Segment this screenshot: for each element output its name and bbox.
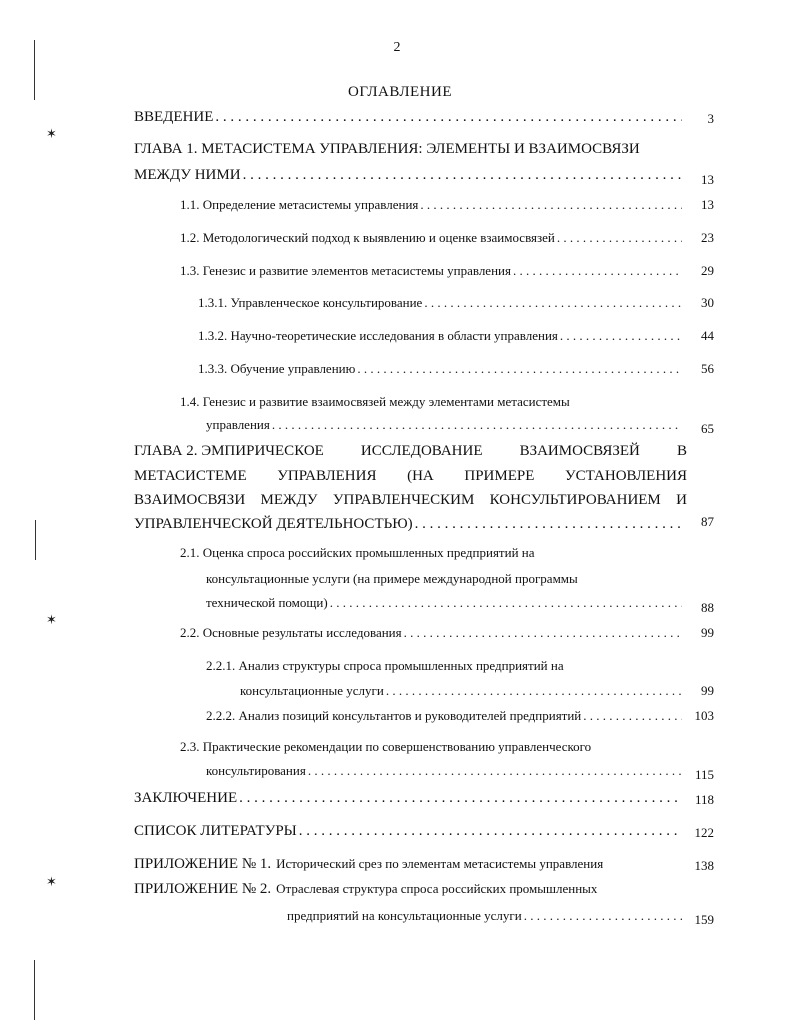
dot-leader: [357, 361, 682, 377]
toc-chapter-1-line-1: ГЛАВА 1. МЕТАСИСТЕМА УПРАВЛЕНИЯ: ЭЛЕМЕНТЫ И ВЗАИМОСВЯЗИ: [134, 141, 640, 157]
toc-chapter-2-line-3: ВЗАИМОСВЯЗИ МЕЖДУ УПРАВЛЕНЧЕСКИМ КОНСУЛЬТИРОВАНИЕМ И: [134, 492, 687, 508]
toc-section-2-1-line-2: консультационные услуги (на примере международной программы: [206, 571, 578, 586]
toc-section-2-2: 2.2. Основные результаты исследования . . .: [180, 625, 682, 641]
toc-section-1-2: 1.2. Методологический подход к выявлению и оценке взаимосвязей . . .: [180, 230, 682, 246]
toc-chapter-2-line-2: МЕТАСИСТЕМЕ УПРАВЛЕНИЯ (НА ПРИМЕРЕ УСТАНОВЛЕНИЯ: [134, 468, 687, 484]
toc-section-1-4-line-1: 1.4. Генезис и развитие взаимосвязей между элементами метасистемы: [180, 394, 570, 409]
toc-section-1-3-2: 1.3.2. Научно-теоретические исследования в области управления . . .: [198, 328, 682, 344]
toc-section-2-2-1-line-2: консультационные услуги . . .: [240, 683, 682, 699]
toc-page-number: 122: [694, 825, 714, 840]
dot-leader: [557, 230, 682, 246]
dot-leader: [308, 763, 682, 779]
dot-leader: [299, 823, 682, 840]
toc-page-number: 23: [701, 230, 714, 245]
dot-leader: [420, 197, 682, 213]
dot-leader: [404, 625, 682, 641]
toc-page-number: 30: [701, 295, 714, 310]
toc-page-number: 87: [701, 514, 714, 529]
toc-page-number: 65: [701, 421, 714, 436]
toc-page-number: 159: [694, 912, 714, 927]
dot-leader: [272, 417, 682, 433]
toc-page-number: 56: [701, 361, 714, 376]
scan-margin-line: [35, 520, 36, 560]
toc-page-number: 3: [707, 111, 714, 126]
scan-margin-line: [34, 960, 35, 1020]
dot-leader: [583, 708, 682, 724]
toc-entry-appendix-2: ПРИЛОЖЕНИЕ № 2. Отраслевая структура спроса российских промышленных: [134, 881, 598, 897]
toc-entry-references: СПИСОК ЛИТЕРАТУРЫ . . .: [134, 823, 682, 840]
toc-page-number: 138: [694, 858, 714, 873]
dot-leader: [415, 516, 682, 533]
toc-page-number: 44: [701, 328, 714, 343]
toc-entry-text: ВВЕДЕНИЕ: [134, 109, 214, 125]
toc-chapter-2-line-4: УПРАВЛЕНЧЕСКОЙ ДЕЯТЕЛЬНОСТЬЮ) . . .: [134, 516, 682, 533]
dot-leader: [524, 908, 682, 924]
toc-page-number: 103: [694, 708, 714, 723]
dot-leader: [243, 167, 682, 184]
toc-page-number: 99: [701, 625, 714, 640]
toc-page-number: 13: [701, 172, 714, 187]
toc-page-number: 88: [701, 600, 714, 615]
toc-page-number: 13: [701, 197, 714, 212]
scan-speck-icon: ✶: [46, 126, 57, 141]
dot-leader: [330, 595, 682, 611]
page-number: 2: [393, 40, 401, 55]
toc-page-number: 29: [701, 263, 714, 278]
toc-section-1-3: 1.3. Генезис и развитие элементов метасистемы управления . . .: [180, 263, 682, 279]
toc-section-1-4-line-2: управления . . .: [206, 417, 682, 433]
toc-entry-appendix-2-line-2: предприятий на консультационные услуги . . .: [287, 908, 682, 924]
toc-entry-intro: [134, 109, 682, 126]
toc-section-2-3-line-2: консультирования . . .: [206, 763, 682, 779]
scan-speck-icon: ✶: [46, 874, 57, 889]
toc-page-number: 115: [694, 767, 714, 782]
appendix-label: ПРИЛОЖЕНИЕ № 1.: [134, 856, 272, 872]
toc-page-number: 118: [694, 792, 714, 807]
dot-leader: [560, 328, 682, 344]
toc-title: ОГЛАВЛЕНИЕ: [348, 84, 452, 100]
toc-page-number: 99: [701, 683, 714, 698]
toc-section-2-2-1-line-1: 2.2.1. Анализ структуры спроса промышленных предприятий на: [206, 658, 564, 673]
scan-speck-icon: ✶: [46, 612, 57, 627]
toc-chapter-2-line-1: ГЛАВА 2. ЭМПИРИЧЕСКОЕ ИССЛЕДОВАНИЕ ВЗАИМОСВЯЗЕЙ В: [134, 443, 687, 459]
dot-leader: [215, 109, 682, 126]
dot-leader: [513, 263, 682, 279]
toc-section-2-2-2: 2.2.2. Анализ позиций консультантов и руководителей предприятий . . .: [206, 708, 682, 724]
dot-leader: [424, 295, 682, 311]
toc-entry-appendix-1: ПРИЛОЖЕНИЕ № 1. Исторический срез по элементам метасистемы управления: [134, 856, 604, 872]
toc-section-2-1-line-3: технической помощи) . . .: [206, 595, 682, 611]
dot-leader: [386, 683, 682, 699]
toc-chapter-1-line-2: МЕЖДУ НИМИ . . .: [134, 167, 682, 184]
toc-section-1-1: 1.1. Определение метасистемы управления . . .: [180, 197, 682, 213]
toc-section-2-1-line-1: 2.1. Оценка спроса российских промышленных предприятий на: [180, 545, 535, 560]
toc-section-1-3-3: 1.3.3. Обучение управлению . . .: [198, 361, 682, 377]
appendix-label: ПРИЛОЖЕНИЕ № 2.: [134, 881, 272, 897]
dot-leader: [239, 790, 682, 807]
toc-entry-conclusion: ЗАКЛЮЧЕНИЕ . . .: [134, 790, 682, 807]
toc-section-2-3-line-1: 2.3. Практические рекомендации по совершенствованию управленческого: [180, 739, 592, 754]
toc-section-1-3-1: 1.3.1. Управленческое консультирование . . .: [198, 295, 682, 311]
